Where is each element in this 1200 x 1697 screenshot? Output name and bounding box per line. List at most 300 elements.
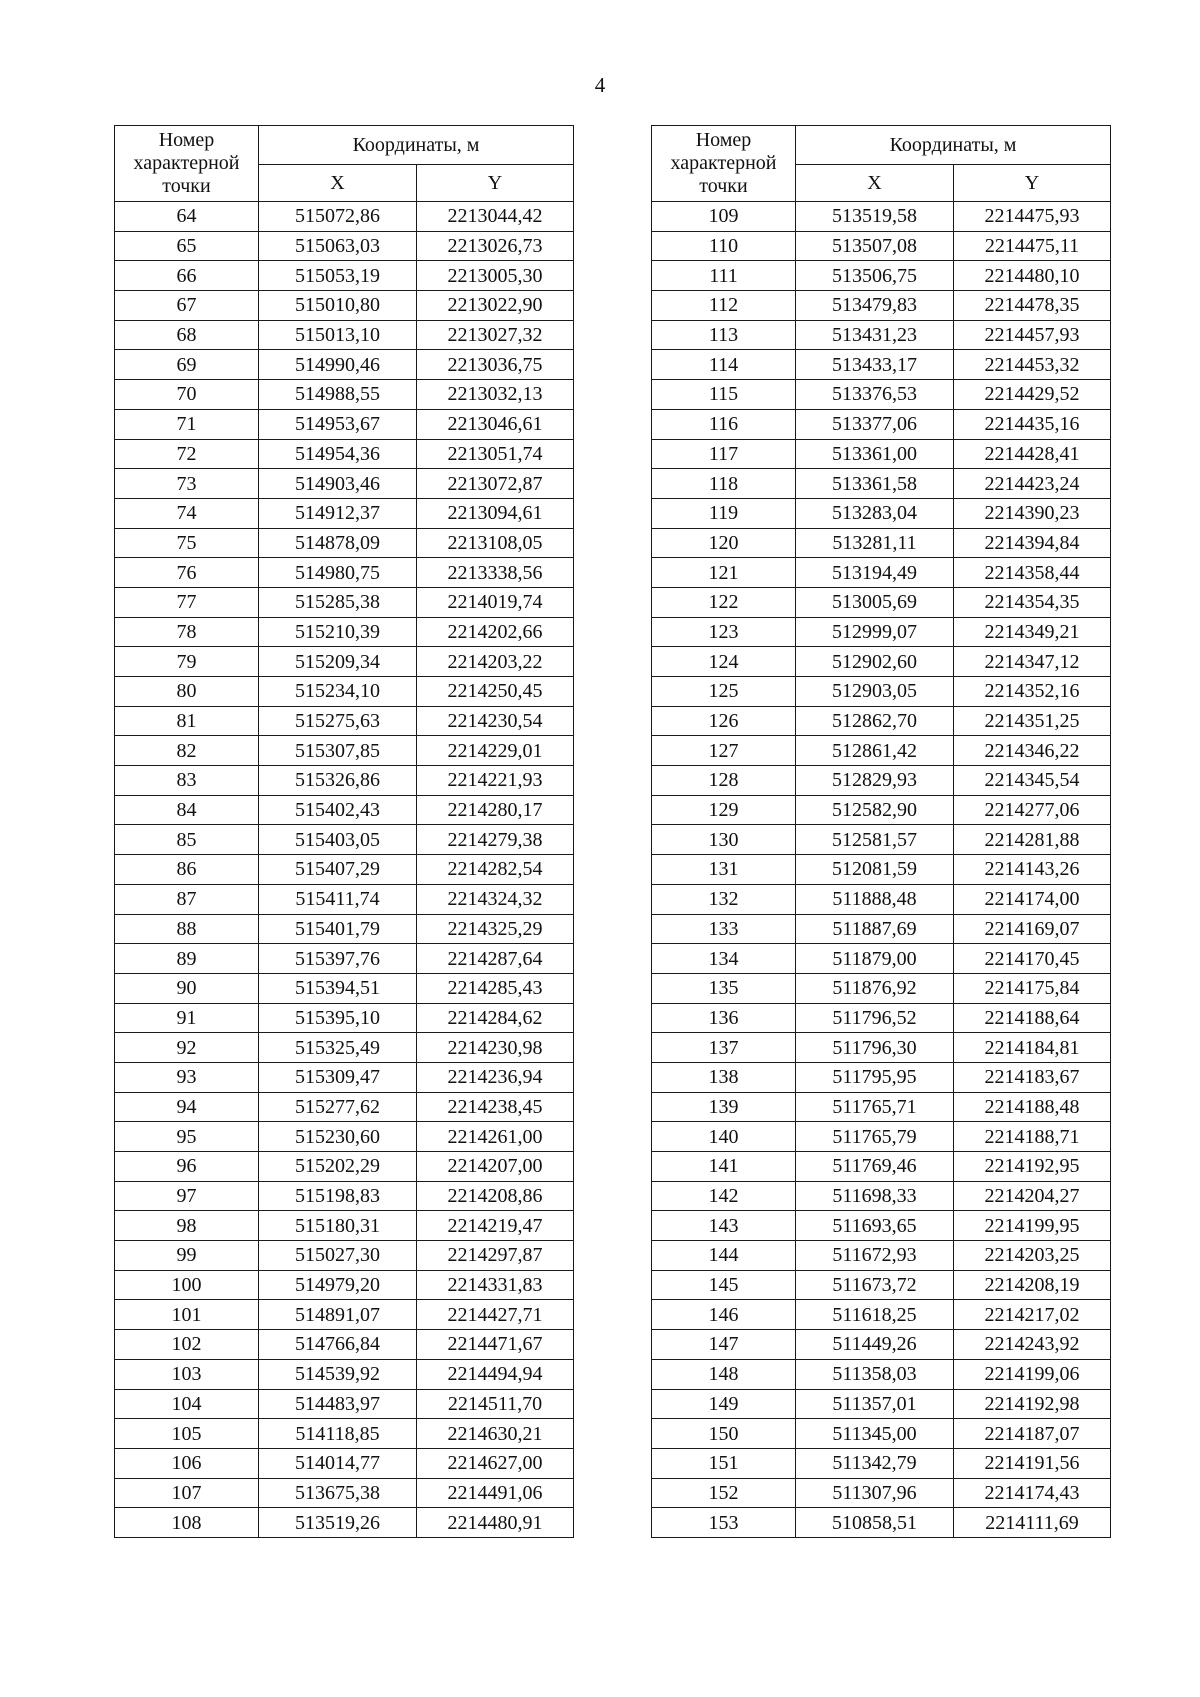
left-table-body	[115, 202, 574, 1538]
table-row	[115, 1300, 574, 1330]
x-coordinate-cell: 515326,86	[259, 766, 417, 796]
y-coordinate-cell: 2214349,21	[954, 617, 1111, 647]
y-coordinate-cell: 2213044,42	[417, 202, 574, 232]
x-coordinate-cell: 513283,04	[796, 498, 954, 528]
y-coordinate-cell: 2214238,45	[417, 1092, 574, 1122]
y-coordinate-cell: 2214423,24	[954, 469, 1111, 499]
point-number-cell: 144	[652, 1241, 796, 1271]
table-row	[115, 587, 574, 617]
x-coordinate-cell: 515285,38	[259, 587, 417, 617]
x-coordinate-cell: 511765,79	[796, 1122, 954, 1152]
x-coordinate-cell: 513377,06	[796, 409, 954, 439]
point-number-cell: 73	[115, 469, 259, 499]
table-row	[652, 1419, 1111, 1449]
table-row	[115, 1508, 574, 1538]
header-coordinates: Координаты, м	[796, 126, 1111, 165]
x-coordinate-cell: 512582,90	[796, 795, 954, 825]
x-coordinate-cell: 511765,71	[796, 1092, 954, 1122]
y-coordinate-cell: 2214203,22	[417, 647, 574, 677]
point-number-cell: 137	[652, 1033, 796, 1063]
x-coordinate-cell: 515072,86	[259, 202, 417, 232]
y-coordinate-cell: 2214204,27	[954, 1181, 1111, 1211]
header-coordinates: Координаты, м	[259, 126, 574, 165]
y-coordinate-cell: 2214208,86	[417, 1181, 574, 1211]
y-coordinate-cell: 2214187,07	[954, 1419, 1111, 1449]
x-coordinate-cell: 512861,42	[796, 736, 954, 766]
y-coordinate-cell: 2214346,22	[954, 736, 1111, 766]
x-coordinate-cell: 513361,00	[796, 439, 954, 469]
x-coordinate-cell: 514988,55	[259, 380, 417, 410]
table-row	[652, 884, 1111, 914]
y-coordinate-cell: 2214202,66	[417, 617, 574, 647]
x-coordinate-cell: 513194,49	[796, 558, 954, 588]
y-coordinate-cell: 2213032,13	[417, 380, 574, 410]
point-number-cell: 84	[115, 795, 259, 825]
table-row	[115, 944, 574, 974]
table-row	[115, 795, 574, 825]
x-coordinate-cell: 514912,37	[259, 498, 417, 528]
y-coordinate-cell: 2214199,95	[954, 1211, 1111, 1241]
point-number-cell: 71	[115, 409, 259, 439]
x-coordinate-cell: 515309,47	[259, 1062, 417, 1092]
table-row	[652, 1241, 1111, 1271]
y-coordinate-cell: 2214174,00	[954, 884, 1111, 914]
table-row	[115, 261, 574, 291]
y-coordinate-cell: 2214203,25	[954, 1241, 1111, 1271]
x-coordinate-cell: 515397,76	[259, 944, 417, 974]
point-number-cell: 129	[652, 795, 796, 825]
y-coordinate-cell: 2214480,10	[954, 261, 1111, 291]
point-number-cell: 125	[652, 677, 796, 707]
point-number-cell: 107	[115, 1478, 259, 1508]
y-coordinate-cell: 2214427,71	[417, 1300, 574, 1330]
point-number-cell: 104	[115, 1389, 259, 1419]
table-row	[115, 558, 574, 588]
y-coordinate-cell: 2213026,73	[417, 231, 574, 261]
x-coordinate-cell: 514014,77	[259, 1448, 417, 1478]
point-number-cell: 142	[652, 1181, 796, 1211]
table-row	[115, 973, 574, 1003]
y-coordinate-cell: 2214188,71	[954, 1122, 1111, 1152]
point-number-cell: 106	[115, 1448, 259, 1478]
y-coordinate-cell: 2213094,61	[417, 498, 574, 528]
y-coordinate-cell: 2214475,11	[954, 231, 1111, 261]
point-number-cell: 134	[652, 944, 796, 974]
x-coordinate-cell: 510858,51	[796, 1508, 954, 1538]
point-number-cell: 126	[652, 706, 796, 736]
x-coordinate-cell: 513519,58	[796, 202, 954, 232]
point-number-cell: 122	[652, 587, 796, 617]
y-coordinate-cell: 2214325,29	[417, 914, 574, 944]
point-number-cell: 86	[115, 855, 259, 885]
x-coordinate-cell: 515277,62	[259, 1092, 417, 1122]
y-coordinate-cell: 2214331,83	[417, 1270, 574, 1300]
table-row	[115, 1478, 574, 1508]
y-coordinate-cell: 2214169,07	[954, 914, 1111, 944]
point-number-cell: 133	[652, 914, 796, 944]
point-number-cell: 93	[115, 1062, 259, 1092]
table-row	[652, 587, 1111, 617]
table-row	[652, 558, 1111, 588]
point-number-cell: 108	[115, 1508, 259, 1538]
x-coordinate-cell: 512081,59	[796, 855, 954, 885]
point-number-cell: 69	[115, 350, 259, 380]
page-number: 4	[594, 73, 606, 97]
table-row	[652, 944, 1111, 974]
table-row	[652, 1448, 1111, 1478]
point-number-cell: 135	[652, 973, 796, 1003]
y-coordinate-cell: 2214453,32	[954, 350, 1111, 380]
point-number-cell: 89	[115, 944, 259, 974]
x-coordinate-cell: 511449,26	[796, 1330, 954, 1360]
table-row	[652, 1300, 1111, 1330]
point-number-cell: 145	[652, 1270, 796, 1300]
point-number-cell: 146	[652, 1300, 796, 1330]
x-coordinate-cell: 514766,84	[259, 1330, 417, 1360]
x-coordinate-cell: 515403,05	[259, 825, 417, 855]
point-number-cell: 149	[652, 1389, 796, 1419]
y-coordinate-cell: 2213022,90	[417, 291, 574, 321]
point-number-cell: 75	[115, 528, 259, 558]
point-number-cell: 117	[652, 439, 796, 469]
x-coordinate-cell: 515275,63	[259, 706, 417, 736]
point-number-cell: 100	[115, 1270, 259, 1300]
y-coordinate-cell: 2214250,45	[417, 677, 574, 707]
x-coordinate-cell: 515394,51	[259, 973, 417, 1003]
point-number-cell: 67	[115, 291, 259, 321]
y-coordinate-cell: 2214630,21	[417, 1419, 574, 1449]
x-coordinate-cell: 511796,52	[796, 1003, 954, 1033]
x-coordinate-cell: 511887,69	[796, 914, 954, 944]
table-row	[652, 1181, 1111, 1211]
x-coordinate-cell: 511358,03	[796, 1359, 954, 1389]
point-number-cell: 76	[115, 558, 259, 588]
table-row	[652, 528, 1111, 558]
point-number-cell: 115	[652, 380, 796, 410]
table-row	[115, 647, 574, 677]
x-coordinate-cell: 513005,69	[796, 587, 954, 617]
table-row	[115, 1181, 574, 1211]
point-number-cell: 140	[652, 1122, 796, 1152]
y-coordinate-cell: 2214199,06	[954, 1359, 1111, 1389]
x-coordinate-cell: 511357,01	[796, 1389, 954, 1419]
table-row	[652, 1062, 1111, 1092]
x-coordinate-cell: 515307,85	[259, 736, 417, 766]
table-row	[115, 914, 574, 944]
table-row	[652, 320, 1111, 350]
y-coordinate-cell: 2214143,26	[954, 855, 1111, 885]
point-number-cell: 105	[115, 1419, 259, 1449]
table-row	[115, 736, 574, 766]
table-row	[115, 855, 574, 885]
x-coordinate-cell: 511345,00	[796, 1419, 954, 1449]
table-row	[115, 677, 574, 707]
x-coordinate-cell: 515013,10	[259, 320, 417, 350]
table-row	[115, 350, 574, 380]
table-row	[652, 736, 1111, 766]
x-coordinate-cell: 513675,38	[259, 1478, 417, 1508]
x-coordinate-cell: 512903,05	[796, 677, 954, 707]
point-number-cell: 83	[115, 766, 259, 796]
table-row	[115, 617, 574, 647]
y-coordinate-cell: 2214207,00	[417, 1152, 574, 1182]
coordinates-table-left	[114, 125, 574, 1538]
y-coordinate-cell: 2214229,01	[417, 736, 574, 766]
y-coordinate-cell: 2214627,00	[417, 1448, 574, 1478]
y-coordinate-cell: 2214324,32	[417, 884, 574, 914]
point-number-cell: 114	[652, 350, 796, 380]
table-row	[115, 1241, 574, 1271]
table-row	[652, 706, 1111, 736]
header-y: Y	[417, 165, 574, 202]
table-row	[115, 1448, 574, 1478]
point-number-cell: 78	[115, 617, 259, 647]
table-row	[115, 1359, 574, 1389]
table-row	[115, 1419, 574, 1449]
y-coordinate-cell: 2214347,12	[954, 647, 1111, 677]
x-coordinate-cell: 514980,75	[259, 558, 417, 588]
y-coordinate-cell: 2214435,16	[954, 409, 1111, 439]
point-number-cell: 153	[652, 1508, 796, 1538]
y-coordinate-cell: 2213072,87	[417, 469, 574, 499]
x-coordinate-cell: 511796,30	[796, 1033, 954, 1063]
y-coordinate-cell: 2214230,54	[417, 706, 574, 736]
point-number-cell: 68	[115, 320, 259, 350]
x-coordinate-cell: 514118,85	[259, 1419, 417, 1449]
x-coordinate-cell: 513433,17	[796, 350, 954, 380]
point-number-cell: 95	[115, 1122, 259, 1152]
table-row	[652, 1478, 1111, 1508]
y-coordinate-cell: 2214297,87	[417, 1241, 574, 1271]
x-coordinate-cell: 515202,29	[259, 1152, 417, 1182]
table-row	[652, 1359, 1111, 1389]
table-row	[652, 766, 1111, 796]
y-coordinate-cell: 2214183,67	[954, 1062, 1111, 1092]
x-coordinate-cell: 515180,31	[259, 1211, 417, 1241]
table-row	[115, 320, 574, 350]
x-coordinate-cell: 513361,58	[796, 469, 954, 499]
x-coordinate-cell: 514878,09	[259, 528, 417, 558]
x-coordinate-cell: 511769,46	[796, 1152, 954, 1182]
point-number-cell: 148	[652, 1359, 796, 1389]
point-number-cell: 72	[115, 439, 259, 469]
point-number-cell: 151	[652, 1448, 796, 1478]
point-number-cell: 99	[115, 1241, 259, 1271]
point-number-cell: 81	[115, 706, 259, 736]
point-number-cell: 138	[652, 1062, 796, 1092]
y-coordinate-cell: 2214279,38	[417, 825, 574, 855]
y-coordinate-cell: 2213046,61	[417, 409, 574, 439]
y-coordinate-cell: 2214184,81	[954, 1033, 1111, 1063]
header-y: Y	[954, 165, 1111, 202]
table-row	[115, 409, 574, 439]
x-coordinate-cell: 511672,93	[796, 1241, 954, 1271]
y-coordinate-cell: 2214219,47	[417, 1211, 574, 1241]
x-coordinate-cell: 513376,53	[796, 380, 954, 410]
point-number-cell: 132	[652, 884, 796, 914]
x-coordinate-cell: 512829,93	[796, 766, 954, 796]
table-row	[652, 1211, 1111, 1241]
header-point-number: Номер характерной точки	[115, 126, 259, 202]
point-number-cell: 98	[115, 1211, 259, 1241]
y-coordinate-cell: 2214281,88	[954, 825, 1111, 855]
y-coordinate-cell: 2214390,23	[954, 498, 1111, 528]
table-row	[652, 1092, 1111, 1122]
table-row	[115, 469, 574, 499]
table-row	[652, 261, 1111, 291]
point-number-cell: 131	[652, 855, 796, 885]
table-row	[652, 677, 1111, 707]
y-coordinate-cell: 2214191,56	[954, 1448, 1111, 1478]
y-coordinate-cell: 2214282,54	[417, 855, 574, 885]
x-coordinate-cell: 515198,83	[259, 1181, 417, 1211]
table-row	[652, 1330, 1111, 1360]
x-coordinate-cell: 514990,46	[259, 350, 417, 380]
point-number-cell: 92	[115, 1033, 259, 1063]
table-row	[115, 1270, 574, 1300]
x-coordinate-cell: 511307,96	[796, 1478, 954, 1508]
y-coordinate-cell: 2214230,98	[417, 1033, 574, 1063]
point-number-cell: 64	[115, 202, 259, 232]
point-number-cell: 120	[652, 528, 796, 558]
x-coordinate-cell: 512902,60	[796, 647, 954, 677]
point-number-cell: 121	[652, 558, 796, 588]
table-row	[115, 231, 574, 261]
table-row	[115, 380, 574, 410]
table-row	[652, 914, 1111, 944]
point-number-cell: 141	[652, 1152, 796, 1182]
table-row	[652, 825, 1111, 855]
y-coordinate-cell: 2214188,64	[954, 1003, 1111, 1033]
point-number-cell: 88	[115, 914, 259, 944]
x-coordinate-cell: 512862,70	[796, 706, 954, 736]
x-coordinate-cell: 513431,23	[796, 320, 954, 350]
right-table-body	[652, 202, 1111, 1538]
point-number-cell: 118	[652, 469, 796, 499]
table-row	[115, 1003, 574, 1033]
y-coordinate-cell: 2214280,17	[417, 795, 574, 825]
table-row	[652, 795, 1111, 825]
point-number-cell: 96	[115, 1152, 259, 1182]
point-number-cell: 127	[652, 736, 796, 766]
header-x: X	[259, 165, 417, 202]
x-coordinate-cell: 511795,95	[796, 1062, 954, 1092]
table-row	[652, 231, 1111, 261]
point-number-cell: 102	[115, 1330, 259, 1360]
x-coordinate-cell: 514954,36	[259, 439, 417, 469]
table-row	[115, 1389, 574, 1419]
table-row	[115, 1122, 574, 1152]
y-coordinate-cell: 2214480,91	[417, 1508, 574, 1538]
point-number-cell: 130	[652, 825, 796, 855]
x-coordinate-cell: 513519,26	[259, 1508, 417, 1538]
y-coordinate-cell: 2214261,00	[417, 1122, 574, 1152]
y-coordinate-cell: 2214192,98	[954, 1389, 1111, 1419]
x-coordinate-cell: 511698,33	[796, 1181, 954, 1211]
y-coordinate-cell: 2213036,75	[417, 350, 574, 380]
y-coordinate-cell: 2214475,93	[954, 202, 1111, 232]
point-number-cell: 77	[115, 587, 259, 617]
y-coordinate-cell: 2214471,67	[417, 1330, 574, 1360]
table-row	[652, 1033, 1111, 1063]
y-coordinate-cell: 2214236,94	[417, 1062, 574, 1092]
y-coordinate-cell: 2214358,44	[954, 558, 1111, 588]
point-number-cell: 80	[115, 677, 259, 707]
table-row	[652, 1152, 1111, 1182]
x-coordinate-cell: 513507,08	[796, 231, 954, 261]
x-coordinate-cell: 515063,03	[259, 231, 417, 261]
coordinates-table-right	[651, 125, 1111, 1538]
x-coordinate-cell: 513506,75	[796, 261, 954, 291]
y-coordinate-cell: 2214354,35	[954, 587, 1111, 617]
table-row	[652, 469, 1111, 499]
x-coordinate-cell: 515402,43	[259, 795, 417, 825]
point-number-cell: 87	[115, 884, 259, 914]
y-coordinate-cell: 2214429,52	[954, 380, 1111, 410]
y-coordinate-cell: 2214511,70	[417, 1389, 574, 1419]
x-coordinate-cell: 514903,46	[259, 469, 417, 499]
table-row	[652, 291, 1111, 321]
y-coordinate-cell: 2214192,95	[954, 1152, 1111, 1182]
y-coordinate-cell: 2214175,84	[954, 973, 1111, 1003]
y-coordinate-cell: 2214285,43	[417, 973, 574, 1003]
table-row	[115, 498, 574, 528]
point-number-cell: 74	[115, 498, 259, 528]
point-number-cell: 109	[652, 202, 796, 232]
point-number-cell: 150	[652, 1419, 796, 1449]
x-coordinate-cell: 512581,57	[796, 825, 954, 855]
y-coordinate-cell: 2214174,43	[954, 1478, 1111, 1508]
x-coordinate-cell: 511618,25	[796, 1300, 954, 1330]
table-row	[115, 1330, 574, 1360]
x-coordinate-cell: 515053,19	[259, 261, 417, 291]
point-number-cell: 85	[115, 825, 259, 855]
header-point-number: Номер характерной точки	[652, 126, 796, 202]
table-row	[115, 1092, 574, 1122]
y-coordinate-cell: 2214287,64	[417, 944, 574, 974]
x-coordinate-cell: 515210,39	[259, 617, 417, 647]
y-coordinate-cell: 2213338,56	[417, 558, 574, 588]
point-number-cell: 112	[652, 291, 796, 321]
point-number-cell: 82	[115, 736, 259, 766]
point-number-cell: 70	[115, 380, 259, 410]
x-coordinate-cell: 512999,07	[796, 617, 954, 647]
y-coordinate-cell: 2214243,92	[954, 1330, 1111, 1360]
y-coordinate-cell: 2214351,25	[954, 706, 1111, 736]
y-coordinate-cell: 2213108,05	[417, 528, 574, 558]
x-coordinate-cell: 514979,20	[259, 1270, 417, 1300]
table-row	[652, 350, 1111, 380]
y-coordinate-cell: 2214221,93	[417, 766, 574, 796]
x-coordinate-cell: 515325,49	[259, 1033, 417, 1063]
x-coordinate-cell: 513479,83	[796, 291, 954, 321]
x-coordinate-cell: 511879,00	[796, 944, 954, 974]
point-number-cell: 136	[652, 1003, 796, 1033]
point-number-cell: 101	[115, 1300, 259, 1330]
point-number-cell: 91	[115, 1003, 259, 1033]
point-number-cell: 103	[115, 1359, 259, 1389]
y-coordinate-cell: 2214284,62	[417, 1003, 574, 1033]
table-row	[652, 1389, 1111, 1419]
point-number-cell: 143	[652, 1211, 796, 1241]
x-coordinate-cell: 515010,80	[259, 291, 417, 321]
point-number-cell: 152	[652, 1478, 796, 1508]
x-coordinate-cell: 515027,30	[259, 1241, 417, 1271]
table-row	[652, 1003, 1111, 1033]
table-row	[115, 439, 574, 469]
x-coordinate-cell: 515407,29	[259, 855, 417, 885]
x-coordinate-cell: 515234,10	[259, 677, 417, 707]
